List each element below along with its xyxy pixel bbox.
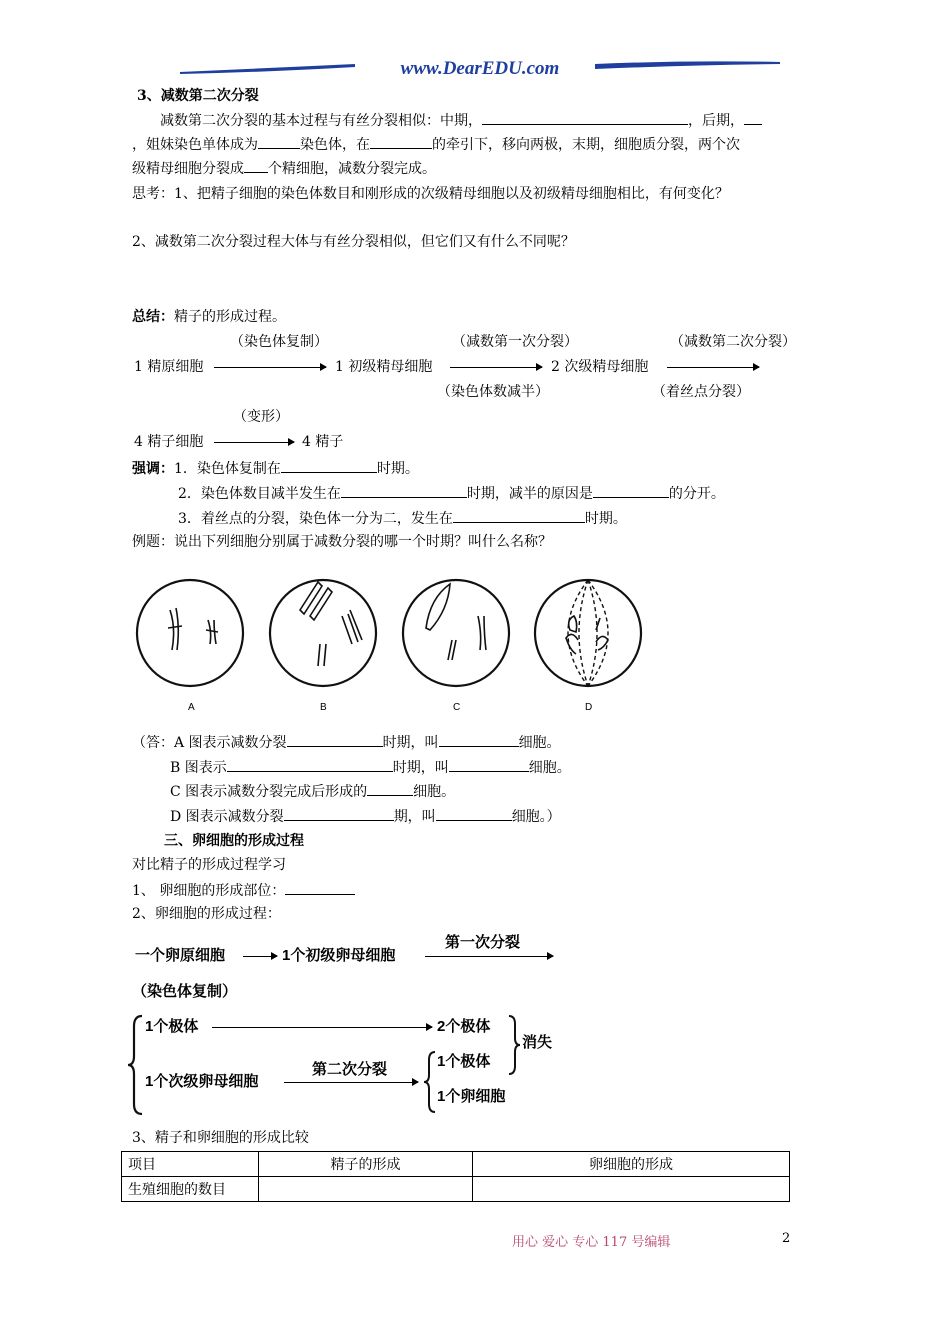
answer-d: D 图表示减数分裂 期，叫 细胞。） <box>170 806 561 827</box>
emphasis-3: 3．着丝点的分裂，染色体一分为二，发生在 时期。 <box>178 508 627 529</box>
answer-b: B 图表示 时期，叫 细胞。 <box>170 757 571 778</box>
egg-arrow-4 <box>284 1082 418 1083</box>
cell-label-c: C <box>453 702 461 713</box>
comparison-table <box>121 1151 790 1202</box>
stage-spermatogonium: 1 精原细胞 <box>134 359 204 375</box>
table-header-egg: 卵细胞的形成 <box>473 1152 790 1177</box>
egg-ovum: 1个卵细胞 <box>437 1088 506 1105</box>
site-logo[interactable]: www.DearEDU.com <box>400 58 560 79</box>
cell-label-a: A <box>188 702 195 713</box>
egg-brace-mid <box>424 1050 436 1114</box>
egg-disappear: 消失 <box>522 1034 553 1051</box>
cell-label-d: D <box>585 702 593 713</box>
table-row <box>122 1177 790 1202</box>
egg-section-title: 三、卵细胞的形成过程 <box>164 833 304 849</box>
egg-polar-bodies-2: 2个极体 <box>437 1018 491 1035</box>
example-question: 例题：说出下列细胞分别属于减数分裂的哪一个时期？叫什么名称？ <box>132 534 552 550</box>
egg-brace-right <box>508 1014 520 1076</box>
stage-spermatid: 4 精子细胞 <box>134 434 204 450</box>
arrow-1 <box>214 367 326 368</box>
page-number: 2 <box>782 1231 791 1246</box>
answer-c: C 图表示减数分裂完成后形成的 细胞。 <box>170 781 455 802</box>
egg-arrow-3 <box>212 1027 432 1028</box>
step-note-halving: （染色体数减半） <box>437 384 549 400</box>
egg-primary-oocyte: 1个初级卵母细胞 <box>282 947 396 964</box>
think-question-1: 思考：1、把精子细胞的染色体数目和刚形成的次级精母细胞以及初级精母细胞相比，有何变化？ <box>132 186 729 202</box>
step-label-transform: （变形） <box>233 409 289 425</box>
think-question-2: 2、减数第二次分裂过程大体与有丝分裂相似，但它们又有什么不同呢？ <box>132 234 575 250</box>
egg-location: 1、 卵细胞的形成部位： <box>132 880 355 901</box>
arrow-3 <box>667 367 759 368</box>
table-cell-sperm[interactable] <box>259 1177 473 1202</box>
cell-label-b: B <box>320 702 327 713</box>
stage-secondary-spermatocyte: 2 次级精母细胞 <box>551 359 649 375</box>
cell-diagrams <box>130 558 660 723</box>
egg-replication-note: （染色体复制） <box>132 983 238 1000</box>
egg-first-division-label: 第一次分裂 <box>445 934 521 951</box>
section3-line1: 减数第二次分裂的基本过程与有丝分裂相似：中期， ，后期， <box>160 110 762 131</box>
arrow-4 <box>214 442 294 443</box>
table-header-sperm: 精子的形成 <box>259 1152 473 1177</box>
egg-arrow-1 <box>243 956 277 957</box>
emphasis-2: 2．染色体数目减半发生在 时期，减半的原因是 的分开。 <box>178 483 725 504</box>
answer-a: （答：A 图表示减数分裂 时期，叫 细胞。 <box>132 732 561 753</box>
summary-heading: 总结：精子的形成过程。 <box>132 309 286 325</box>
egg-process-heading: 2、卵细胞的形成过程： <box>132 906 281 922</box>
egg-polar-body-1: 1个极体 <box>145 1018 199 1035</box>
stage-primary-spermatocyte: 1 初级精母细胞 <box>335 359 433 375</box>
emphasis-1: 强调：1．染色体复制在 时期。 <box>132 458 419 479</box>
step-note-centromere: （着丝点分裂） <box>652 384 750 400</box>
egg-oogonium: 一个卵原细胞 <box>135 947 226 964</box>
table-header-item: 项目 <box>122 1152 259 1177</box>
stage-sperm: 4 精子 <box>302 434 344 450</box>
comparison-heading: 3、精子和卵细胞的形成比较 <box>132 1130 309 1146</box>
egg-polar-body-3: 1个极体 <box>437 1053 491 1070</box>
egg-arrow-2 <box>425 956 553 957</box>
egg-brace-left <box>128 1014 144 1116</box>
section3-line2: ，姐妹染色单体成为 染色体，在 的牵引下，移向两极，末期，细胞质分裂，两个次 <box>132 134 740 155</box>
egg-secondary-oocyte: 1个次级卵母细胞 <box>145 1073 259 1090</box>
step-label-replication: （染色体复制） <box>230 334 328 350</box>
section3-title: 3、减数第二次分裂 <box>137 88 259 104</box>
table-header-row <box>122 1152 790 1177</box>
section3-line3: 级精母细胞分裂成 个精细胞，减数分裂完成。 <box>132 158 436 179</box>
table-cell-item: 生殖细胞的数目 <box>122 1177 259 1202</box>
table-cell-egg[interactable] <box>473 1177 790 1202</box>
egg-second-division-label: 第二次分裂 <box>312 1061 388 1078</box>
arrow-2 <box>450 367 542 368</box>
step-label-meiosis2: （减数第二次分裂） <box>670 334 796 350</box>
egg-intro: 对比精子的形成过程学习 <box>132 857 286 873</box>
footer-text: 用心 爱心 专心 117 号编辑 <box>512 1235 671 1250</box>
step-label-meiosis1: （减数第一次分裂） <box>452 334 578 350</box>
